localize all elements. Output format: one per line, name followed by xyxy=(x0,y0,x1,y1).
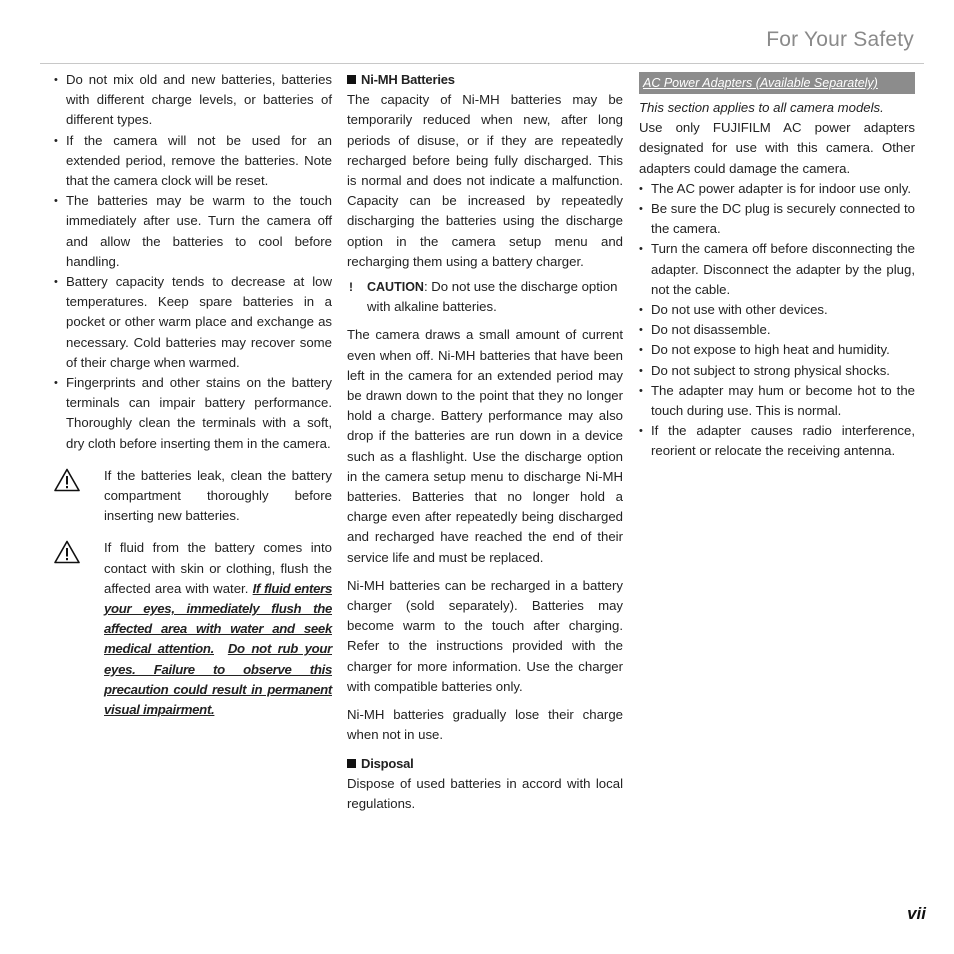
heading-text: Disposal xyxy=(361,755,414,771)
list-item: • The batteries may be warm to the touch immediately after use. Turn the camera off and allow the batteries to cool before handling. xyxy=(54,191,332,272)
warning-leak xyxy=(54,466,332,527)
page-title: For Your Safety xyxy=(766,28,914,51)
paragraph: The capacity of Ni-MH batteries may be temporarily reduced when new, after long periods of disuse, or if they are repeatedly recharged before being fully discharged. This is normal and does not indicate a malfunction. Capacity can be increased by repeatedly discharging the batteries using the discharge option in the camera setup menu and recharging them using a battery charger. xyxy=(347,92,623,269)
heading-text: Ni-MH Batteries xyxy=(361,72,455,87)
caution-icon: ! xyxy=(349,280,353,295)
square-bullet-icon xyxy=(347,75,356,84)
adapter-list xyxy=(639,179,915,462)
list-item: • The adapter may hum or become hot to the touch during use. This is normal. xyxy=(639,381,915,421)
caution-text: : Do not use the discharge option with alkaline batteries. xyxy=(367,279,618,315)
column-2 xyxy=(347,70,623,814)
paragraph: Dispose of used batteries in accord with local regulations. xyxy=(347,775,623,811)
warning-triangle-icon xyxy=(54,468,80,492)
paragraph: The camera draws a small amount of current even when off. Ni-MH batteries that have been left in the camera for an extended period may be drawn down to the point that they no longer hold a charge. Battery performance may also drop if the batteries are run down in a device such as a flashlight. Use the discharge option in the camera setup menu to discharge Ni-MH batteries. Batteries that no longer hold a charge even after repeatedly being discharged and recharged have reached the end of their service life and must be replaced. xyxy=(347,327,623,565)
square-bullet-icon xyxy=(347,759,356,768)
warning-text: If the batteries leak, clean the battery compartment thoroughly before inserting new batteries. xyxy=(104,467,332,524)
list-item: • Turn the camera off before disconnecting the adapter. Disconnect the adapter by the plug, not the cable. xyxy=(639,239,915,300)
column-1 xyxy=(54,70,332,720)
list-item: • Do not use with other devices. xyxy=(639,300,915,320)
warning-emphasis: Do not rub your eyes. Failure to observe this precaution could result in permanent visual impairment. xyxy=(104,641,332,718)
paragraph: Use only FUJIFILM AC power adapters designated for use with this camera. Other adapters could damage the camera. xyxy=(639,120,915,176)
list-item: • Be sure the DC plug is securely connected to the camera. xyxy=(639,199,915,239)
section-heading-nimh xyxy=(347,70,623,90)
warning-emphasis: If fluid enters your eyes, immediately flush the affected area with water and seek medical attention. xyxy=(104,580,332,657)
caution-label: CAUTION xyxy=(367,280,424,295)
list-item: • Fingerprints and other stains on the battery terminals can impair battery performance. Thoroughly clean the terminals with a soft, dry cloth before inserting them in the camera. xyxy=(54,373,332,454)
warning-text: If fluid from the battery comes into contact with skin or clothing, flush the affected area with water. xyxy=(104,540,332,596)
section-banner xyxy=(639,72,915,94)
applies-note: This section applies to all camera models. xyxy=(639,100,884,115)
list-item: • Do not subject to strong physical shocks. xyxy=(639,361,915,381)
warning-fluid xyxy=(54,538,332,720)
header-divider xyxy=(40,63,924,64)
page-number: vii xyxy=(907,904,926,923)
paragraph: Ni-MH batteries gradually lose their charge when not in use. xyxy=(347,707,623,743)
list-item: • If the camera will not be used for an extended period, remove the batteries. Note that the camera clock will be reset. xyxy=(54,131,332,192)
banner-title: AC Power Adapters (Available Separately) xyxy=(643,76,878,90)
list-item: • Battery capacity tends to decrease at low temperatures. Keep spare batteries in a pocket or other warm place and exchange as necessary. Cold batteries may recover some of their charge when warmed. xyxy=(54,272,332,373)
battery-tips-list xyxy=(54,70,332,454)
caution-note xyxy=(347,277,623,317)
list-item: • Do not mix old and new batteries, batteries with different charge levels, or batteries of different types. xyxy=(54,70,332,131)
list-item: • The AC power adapter is for indoor use only. xyxy=(639,179,915,199)
column-3 xyxy=(639,70,915,462)
list-item: • Do not disassemble. xyxy=(639,320,915,340)
paragraph: Ni-MH batteries can be recharged in a battery charger (sold separately). Batteries may become warm to the touch after charging. Refer to the instructions provided with the charger for more information. Use the charger with compatible batteries only. xyxy=(347,577,623,694)
list-item: • If the adapter causes radio interference, reorient or relocate the receiving antenna. xyxy=(639,421,915,461)
list-item: • Do not expose to high heat and humidity. xyxy=(639,340,915,360)
section-heading-disposal xyxy=(347,754,623,774)
warning-triangle-icon xyxy=(54,540,80,564)
